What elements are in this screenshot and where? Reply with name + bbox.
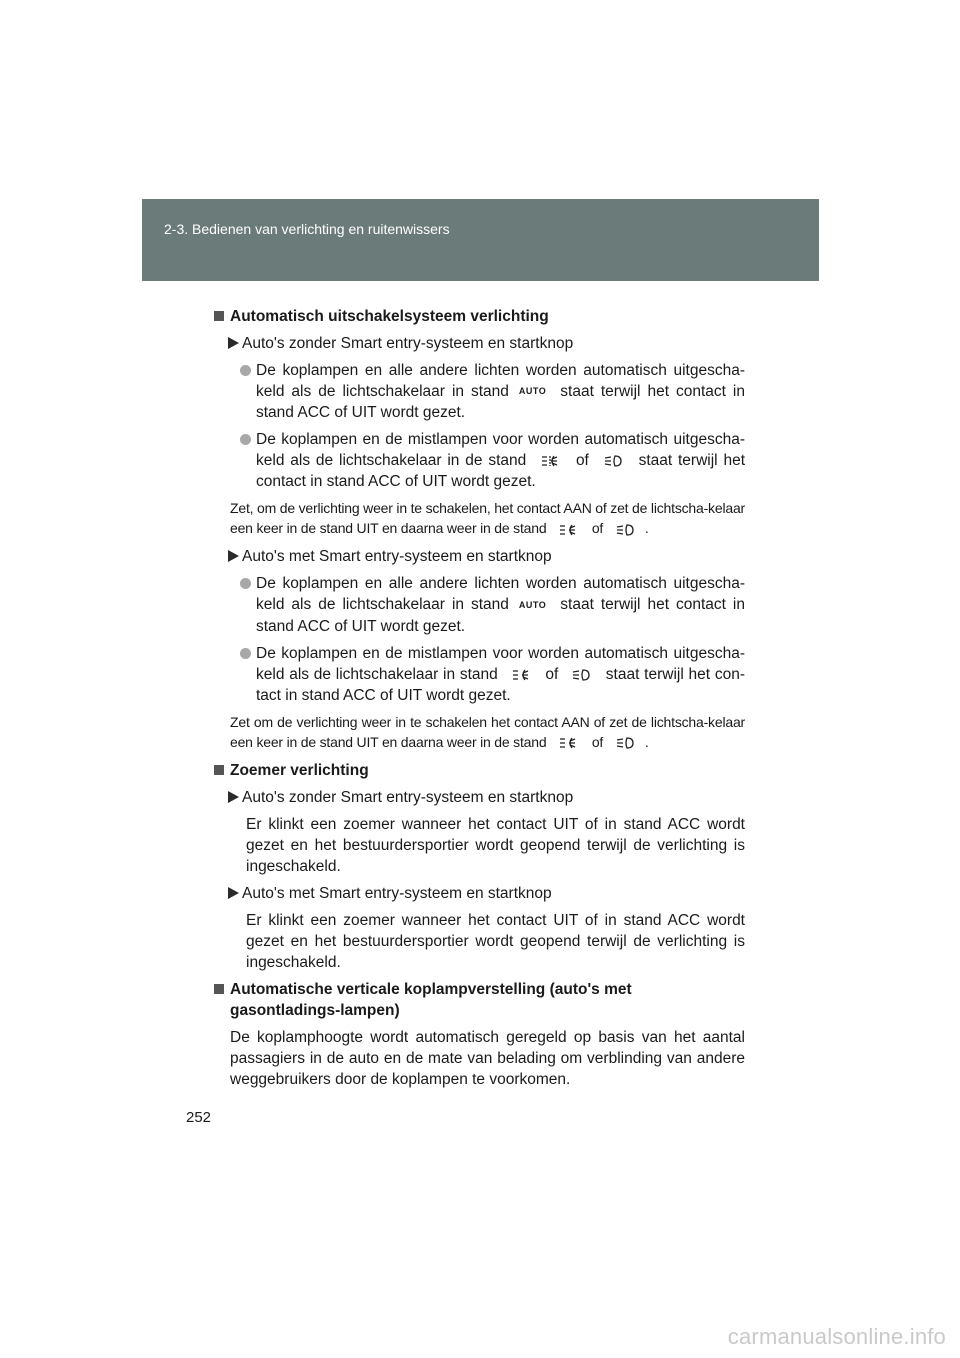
page-content — [212, 306, 745, 1096]
auto-symbol: AUTO — [518, 599, 547, 610]
triangle-pointer-icon — [228, 337, 239, 349]
subheading-no-smart-entry — [228, 333, 745, 354]
subheading-smart-entry — [228, 883, 745, 904]
headlight-icon — [615, 736, 637, 750]
square-bullet-icon — [214, 984, 224, 994]
bullet-item — [240, 360, 745, 423]
square-bullet-icon — [214, 311, 224, 321]
bullet-text: De koplampen en alle andere lichten worden automatisch uitgescha-keld als de lichtschakelaar in stand — [256, 362, 745, 400]
subheading-text: Auto's zonder Smart entry-systeem en startknop — [242, 335, 574, 352]
of-text: of — [591, 520, 604, 537]
subheading-text: Auto's zonder Smart entry-systeem en startknop — [242, 788, 574, 806]
subheading-text: Auto's met Smart entry-systeem en startknop — [242, 548, 552, 566]
subheading-text: Auto's met Smart entry-systeem en startknop — [242, 884, 552, 902]
subheading-smart-entry — [228, 546, 745, 567]
section-heading-auto-off — [212, 306, 745, 327]
round-bullet-icon — [240, 578, 251, 589]
bullet-text: staat terwijl het contact in stand ACC of UIT wordt gezet. — [256, 452, 745, 491]
triangle-pointer-icon — [228, 791, 239, 803]
bullet-item — [240, 573, 745, 636]
headlight-icon — [603, 454, 625, 468]
bullet-item — [240, 429, 745, 492]
headlight-icon — [615, 523, 637, 537]
bullet-text: De koplampen en de mistlampen voor worden automatisch uitgescha-keld als de lichtschakelaar in stand — [256, 644, 745, 683]
note-text: Zet om de verlichting weer in te schakelen het contact AAN of zet de lichtscha-kelaar een keer in de stand UIT en daarna weer in de stand of . — [230, 713, 745, 750]
page-number: 252 — [186, 1109, 212, 1126]
section-title: 2-3. Bedienen van verlichting en ruitenwissers — [164, 221, 450, 237]
auto-symbol: AUTO — [518, 386, 547, 397]
fog-light-icon — [558, 523, 580, 537]
round-bullet-icon — [240, 365, 251, 376]
fog-light-icon — [540, 454, 562, 468]
note-body: Zet, om de verlichting weer in te schakelen, het contact AAN of zet de lichtscha-kelaar een keer in de stand UIT en daarna weer in de stand — [230, 500, 745, 537]
note-body: Zet om de verlichting weer in te schakelen het contact AAN of zet de lichtscha-kelaar een keer in de stand UIT en daarna weer in de stand — [230, 713, 745, 750]
bullet-text: staat terwijl het contact in stand ACC of UIT wordt gezet. — [256, 383, 746, 422]
triangle-pointer-icon — [228, 550, 239, 562]
heading-text: Automatische verticale koplampverstelling (auto's met gasontladings-lampen) — [230, 980, 632, 1019]
of-text: of — [591, 733, 604, 750]
bullet-text: staat terwijl het con-tact in stand ACC of UIT wordt gezet. — [256, 665, 745, 704]
heading-text: Zoemer verlichting — [230, 761, 369, 779]
triangle-pointer-icon — [228, 887, 239, 899]
bullet-text: De koplampen en de mistlampen voor worden automatisch uitgescha-keld als de lichtschakelaar in de stand — [256, 431, 745, 470]
paragraph: Er klinkt een zoemer wanneer het contact UIT of in stand ACC wordt gezet en het bestuurdersportier wordt geopend terwijl de verlichting is ingeschakeld. — [246, 911, 745, 971]
section-heading-leveling — [212, 979, 745, 1021]
bullet-text: staat terwijl het contact in stand ACC of UIT wordt gezet. — [256, 596, 746, 635]
section-heading-buzzer — [212, 760, 745, 781]
round-bullet-icon — [240, 434, 251, 445]
header-band — [142, 199, 819, 281]
bullet-text: De koplampen en alle andere lichten worden automatisch uitgescha-keld als de lichtschakelaar in stand — [256, 575, 745, 614]
round-bullet-icon — [240, 648, 251, 659]
square-bullet-icon — [214, 765, 224, 775]
watermark-text: carmanualsonline.info — [727, 1324, 946, 1349]
fog-light-icon — [511, 668, 533, 682]
heading-text: Automatisch uitschakelsysteem verlichting — [230, 308, 549, 325]
note-text: Zet, om de verlichting weer in te schakelen, het contact AAN of zet de lichtscha-kelaar een keer in de stand UIT en daarna weer in de stand of . — [230, 500, 745, 537]
of-text: of — [545, 665, 559, 683]
paragraph: De koplamphoogte wordt automatisch geregeld op basis van het aantal passagiers in de auto en de mate van belading om verblinding van andere weggebruikers door de koplampen te voorkomen. — [230, 1028, 745, 1088]
headlight-icon — [571, 668, 593, 682]
of-text: of — [575, 452, 589, 470]
fog-light-icon — [558, 736, 580, 750]
bullet-item — [240, 643, 745, 706]
paragraph: Er klinkt een zoemer wanneer het contact UIT of in stand ACC wordt gezet en het bestuurdersportier wordt geopend terwijl de verlichting is ingeschakeld. — [246, 815, 745, 875]
subheading-no-smart-entry — [228, 787, 745, 808]
